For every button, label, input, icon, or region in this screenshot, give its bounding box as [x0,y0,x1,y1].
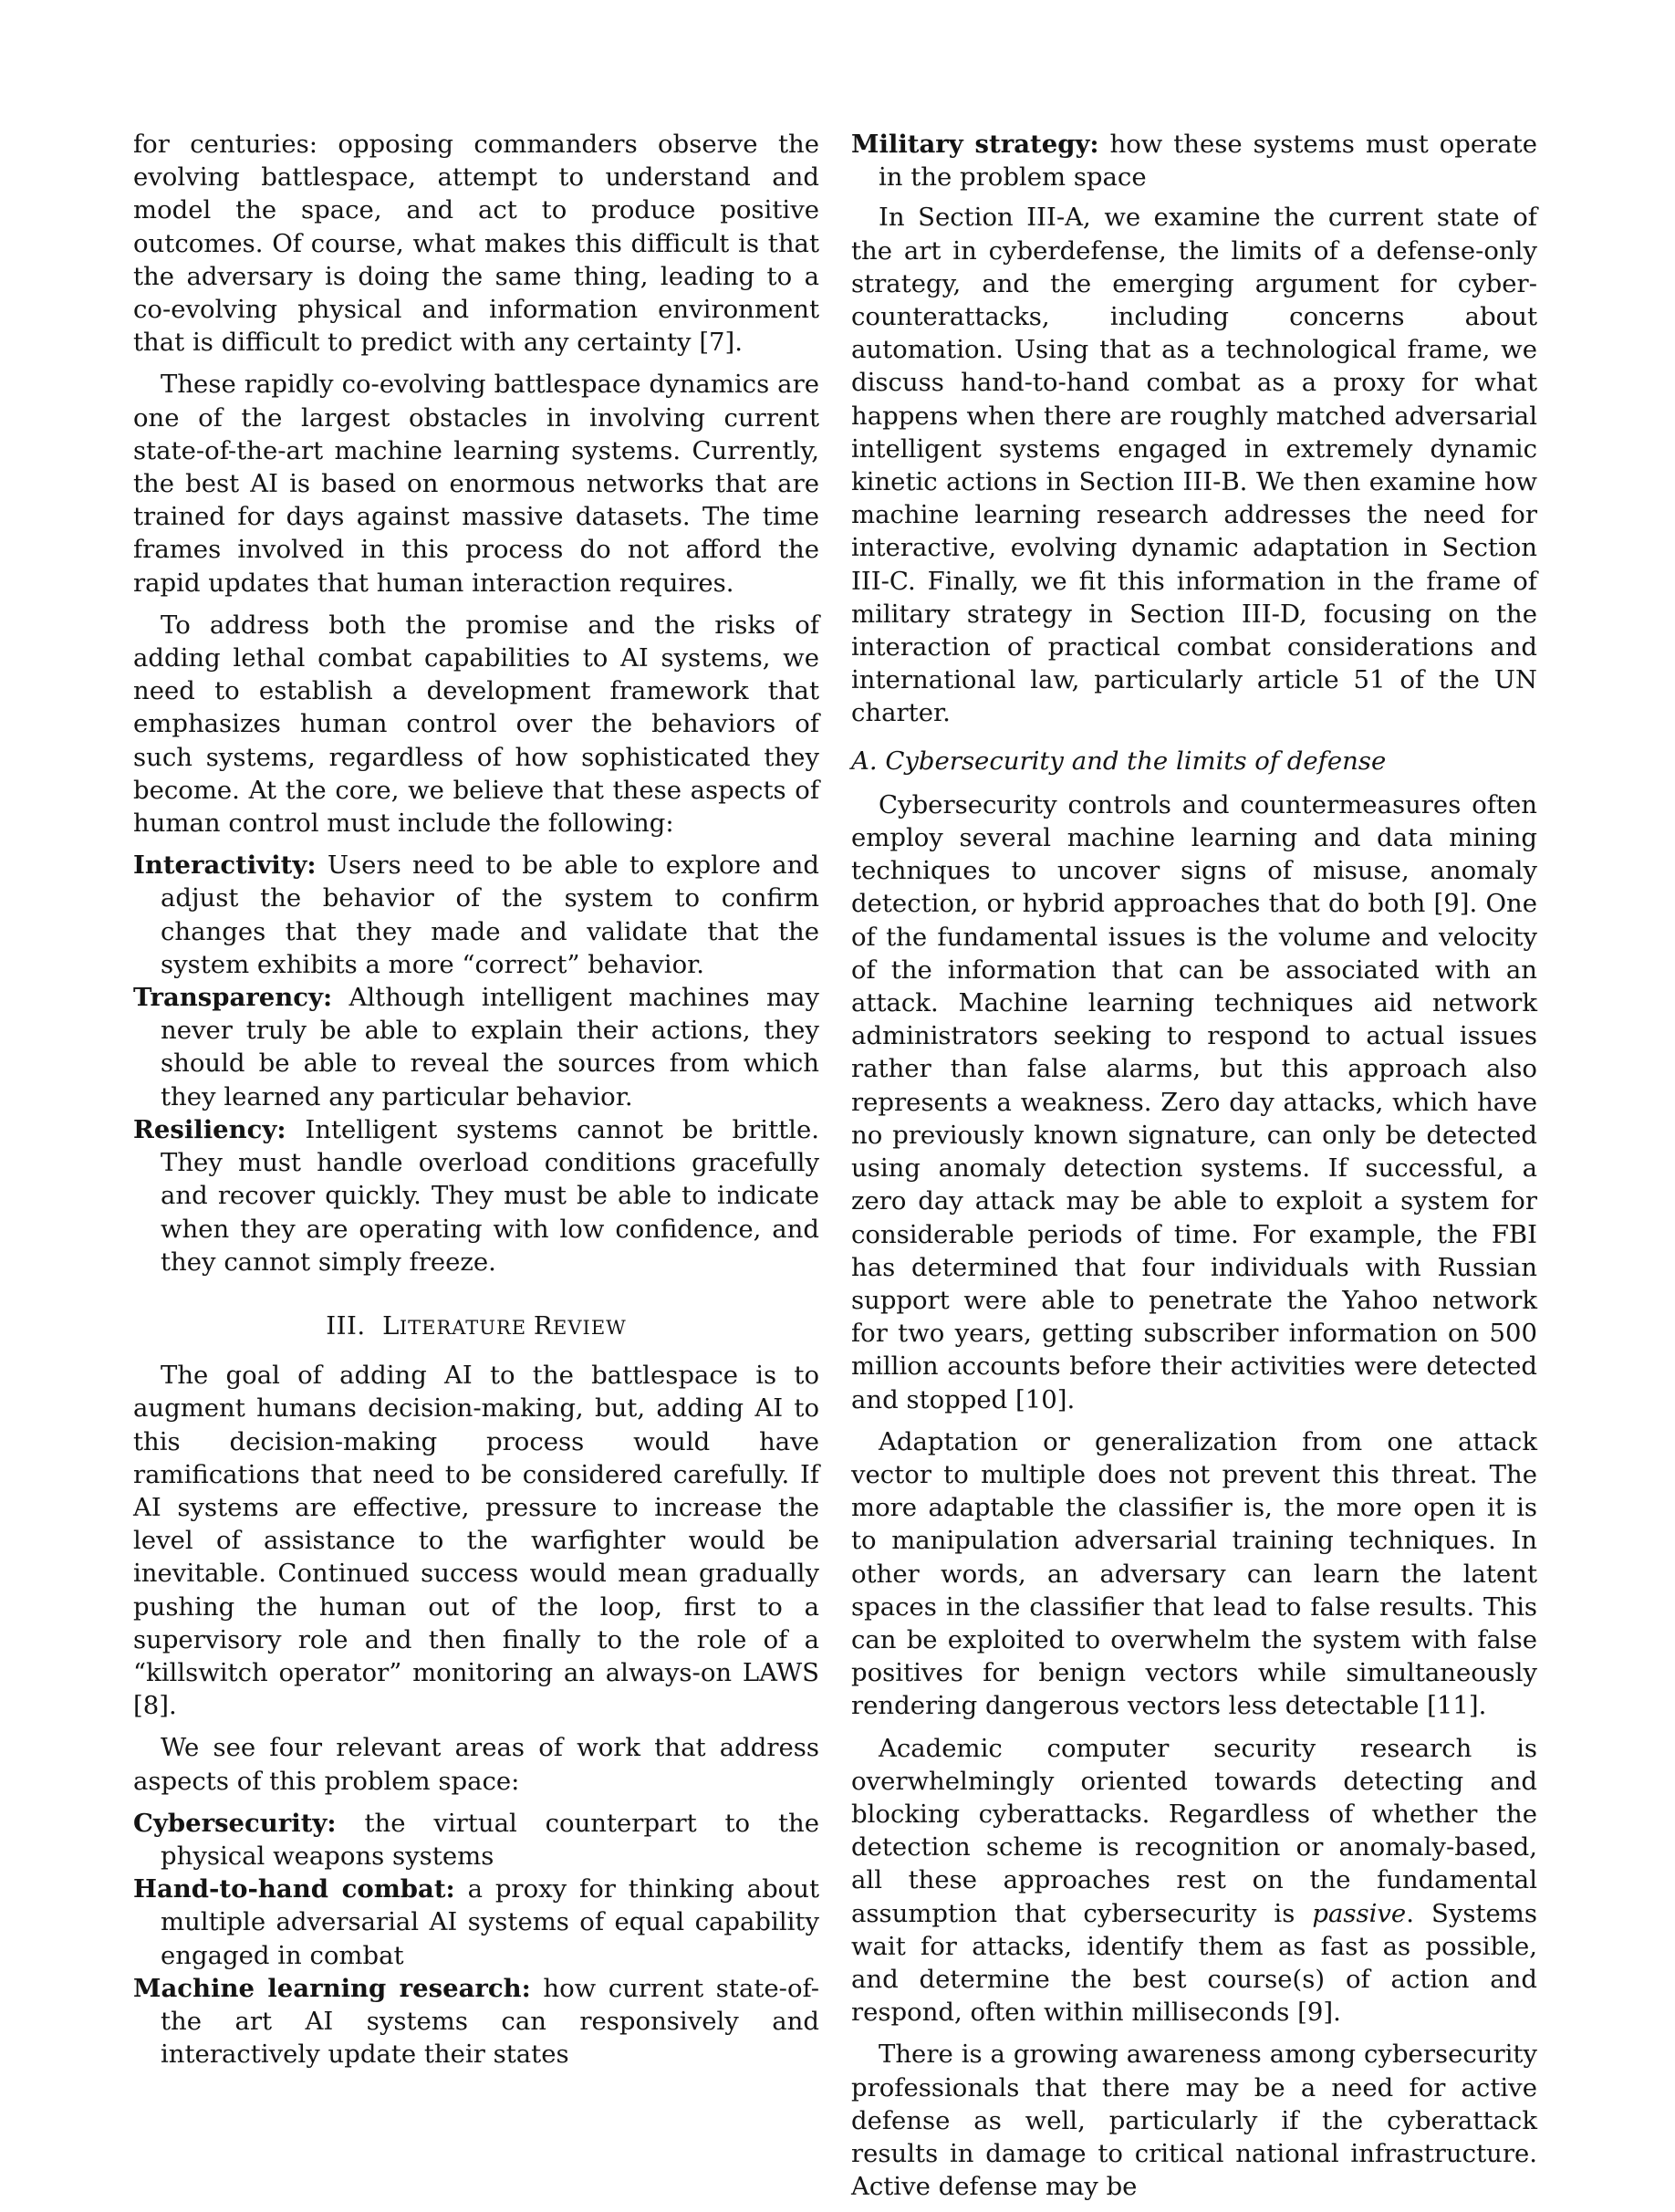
definition-term: Resiliency: [133,1114,286,1144]
section-title-initial: L [382,1310,400,1341]
subsection-heading: A. Cybersecurity and the limits of defense [851,746,1387,776]
definition-text: Users need to be able to explore and adjust the behavior of the system to confirm changes that they made and validate that the system exhibits a more “correct” behavior. [161,850,819,979]
definition-item [133,1807,819,1873]
definition-text: the virtual counterpart to the physical weapons systems [161,1808,819,1871]
definition-text: Although intelligent machines may never truly be able to explain their actions, they should be able to reveal the sources from which they learned any particular behavior. [161,983,819,1111]
definition-term: Transparency: [133,983,333,1013]
paragraph [851,1732,1537,2029]
paragraph-text: . Systems wait for attacks, identify them as fast as possible, and determine the best course(s) of action and respond, often within milliseconds [9]. [851,1898,1537,2028]
definition-text: how these systems must operate in the problem space [879,130,1537,193]
paragraph: The goal of adding AI to the battlespace is to augment humans decision-making, but, adding AI to this decision-making process would have ramifications that need to be considered carefully. If AI systems are effective, pressure to increase the level of assistance to the warfighter would be inevitable. Continued success would mean gradually pushing the human out of the loop, first to a supervisory role and then finally to the role of a “killswitch operator” monitoring an always-on LAWS [8]. [133,1361,819,1721]
definition-text: Intelligent systems cannot be brittle. They must handle overload conditions gracefully and recover quickly. They must be able to indicate when they are operating with low confidence, and they cannot simply freeze. [161,1114,819,1277]
definition-term: Cybersecurity: [133,1808,337,1838]
paragraph-continued: for centuries: opposing commanders observe the evolving battlespace, attempt to understand and model the space, and act to produce positive outcomes. Of course, what makes this difficult is that the adversary is doing the same thing, leading to a co-evolving physical and information environment that is difficult to predict with any certainty [7]. [133,130,819,358]
paragraph: Cybersecurity controls and countermeasures often employ several machine learning and data mining techniques to uncover signs of misuse, anomaly detection, or hybrid approaches that do both [9]. One of the fundamental issues is the volume and velocity of the information that can be associated with an attack. Machine learning techniques aid network administrators seeking to respond to actual issues rather than false alarms, but this approach also represents a weakness. Zero day attacks, which have no previously known signature, can only be detected using anomaly detection systems. If successful, a zero day attack may be able to exploit a system for considerable periods of time. For example, the FBI has determined that four individuals with Russian support were able to penetrate the Yahoo network for two years, getting subscriber information on 500 million accounts before their activities were detected and stopped [10]. [851,789,1537,1414]
paragraph: In Section III-A, we examine the current state of the art in cyberdefense, the limits of a defense-only strategy, and the emerging argument for cyber-counterattacks, including concerns about automation. Using that as a technological frame, we discuss hand-to-hand combat as a proxy for what happens when there are roughly matched adversarial intelligent systems engaged in extremely dynamic kinetic actions in Section III-B. We then examine how machine learning research addresses the need for interactive, evolving dynamic adaptation in Section III-C. Finally, we fit this information in the frame of military strategy in Section III-D, focusing on the interaction of practical combat considerations and international law, particularly article 51 of the UN charter. [851,203,1537,728]
definition-item [133,849,819,981]
emphasized-text: passive [1312,1898,1407,1928]
work-areas-list [133,1807,819,2071]
definition-term: Machine learning research: [133,1973,531,2003]
definition-item [851,128,1537,193]
section-heading [133,1309,819,1344]
definition-item [133,1873,819,1972]
definition-text: a proxy for thinking about multiple adversarial AI systems of equal capability engaged in combat [161,1874,819,1970]
definition-term: Military strategy: [851,130,1099,159]
right-column [851,128,1537,2212]
definition-item [133,981,819,1113]
section-number: III. [326,1310,366,1341]
paragraph: These rapidly co-evolving battlespace dynamics are one of the largest obstacles in involving current state-of-the-art machine learning systems. Currently, the best AI is based on enormous networks that are trained for days against massive datasets. The time frames involved in this process do not afford the rapid updates that human interaction requires. [133,370,819,598]
section-title-initial: R [533,1310,554,1341]
work-areas-list-continued [851,128,1537,193]
definition-item [133,1972,819,2071]
definition-text: how current state-of-the art AI systems can responsively and interactively update their states [161,1973,819,2070]
section-title-part: ITERATURE [399,1316,534,1339]
definition-item [133,1113,819,1278]
paragraph: Adaptation or generalization from one attack vector to multiple does not prevent this threat. The more adaptable the classifier is, the more open it is to manipulation adversarial training techniques. In other words, an adversary can learn the latent spaces in the classifier that lead to false results. This can be exploited to overwhelm the system with false positives for benign vectors while simultaneously rendering dangerous vectors less detectable [11]. [851,1426,1537,1721]
paragraph: We see four relevant areas of work that address aspects of this problem space: [133,1733,819,1796]
definition-term: Hand-to-hand combat: [133,1874,455,1904]
human-control-aspects-list [133,849,819,1278]
section-title-part: EVIEW [553,1316,627,1339]
paragraph: To address both the promise and the risks of adding lethal combat capabilities to AI systems, we need to establish a development framework that emphasizes human control over the behaviors of such systems, regardless of how sophisticated they become. At the core, we believe that these aspects of human control must include the following: [133,610,819,839]
paragraph: There is a growing awareness among cybersecurity professionals that there may be a need for active defense as well, particularly if the cyberattack results in damage to critical national infrastructure. Active defense may be [851,2040,1537,2202]
paragraph-text: Academic computer security research is overwhelmingly oriented towards detecting and blocking cyberattacks. Regardless of whether the detection scheme is recognition or anomaly-based, all these approaches rest on the fundamental assumption that cybersecurity is [851,1733,1537,1928]
definition-term: Interactivity: [133,850,317,881]
left-column [133,128,819,2078]
